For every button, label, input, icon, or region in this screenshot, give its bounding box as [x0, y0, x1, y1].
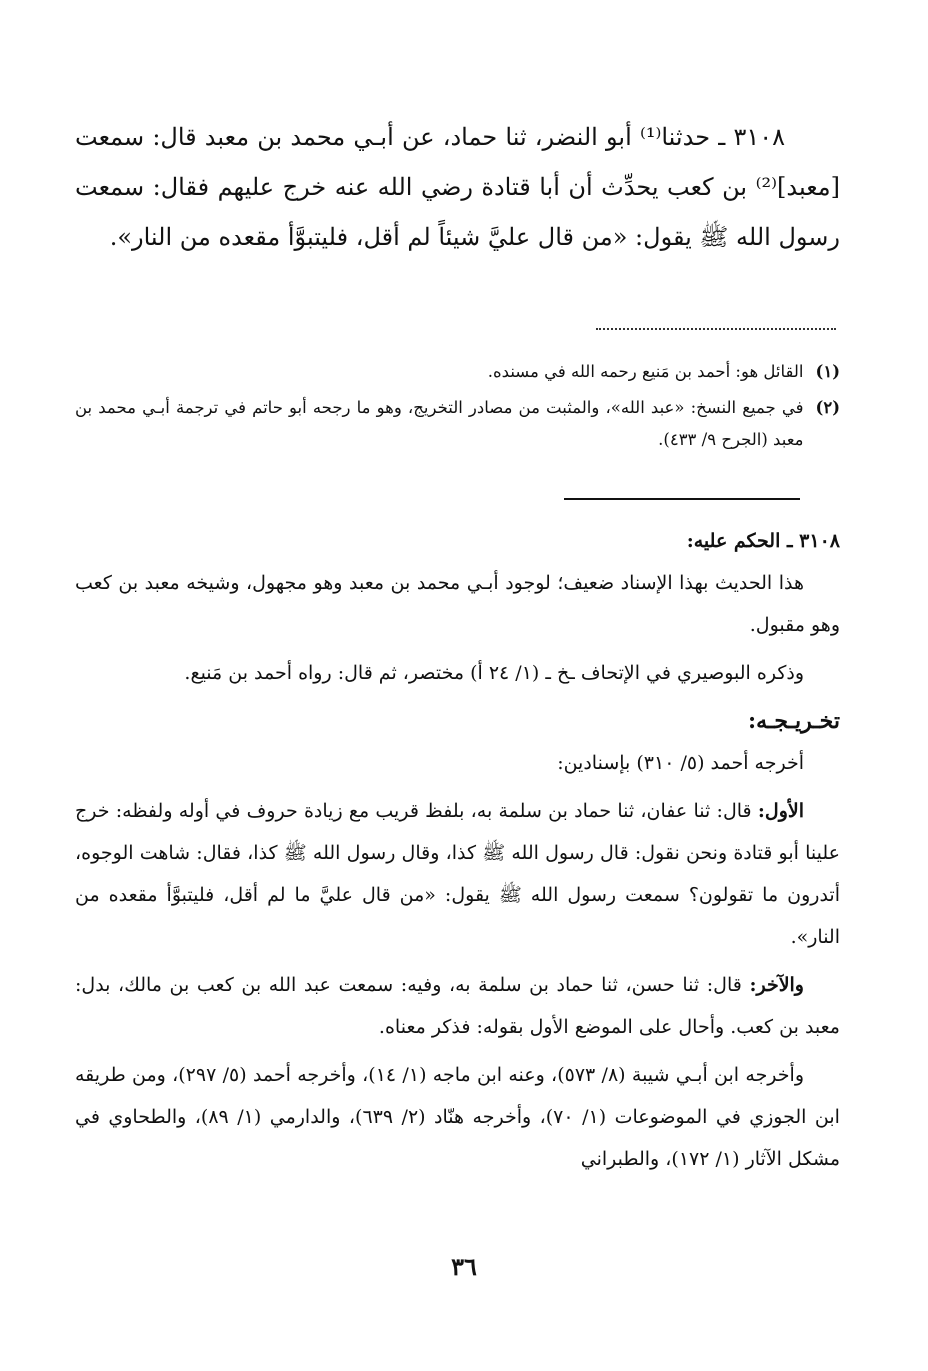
ruling-paragraph: وذكره البوصيري في الإتحاف ـخ ـ (١/ ٢٤ أ) مختصر، ثم قال: رواه أحمد بن مَنيع. — [184, 662, 804, 684]
takhrij-paragraph — [75, 790, 840, 958]
footnote-text: القائل هو: أحمد بن مَنيع رحمه الله في مسنده. — [487, 362, 804, 381]
paragraph-body: قال: ثنا عفان، ثنا حماد بن سلمة به، بلفظ قريب مع زيادة حروف في أوله ولفظه: خرج علينا أبو قتادة ونحن نقول: قال رسول الله ﷺ كذا، وقال رسول الله ﷺ كذا، فقال: شاهت الوجوه، أتدرون ما تقولون؟ سمعت رسول الله ﷺ يقول: «من قال عليَّ ما لم أقل، فليتبوَّأ مقعده من النار». — [75, 800, 840, 948]
footnote-1 — [75, 356, 840, 388]
footnote-2 — [75, 392, 840, 456]
footnotes — [75, 356, 840, 460]
takhrij-paragraph: أخرجه أحمد (٥/ ٣١٠) بإسنادين: — [557, 752, 804, 774]
section-divider — [564, 498, 800, 500]
paragraph-lead: والآخر: — [749, 974, 804, 996]
footnote-separator — [596, 328, 836, 340]
takhrij-paragraph: وأخرجه ابن أبـي شيبة (٨/ ٥٧٣)، وعنه ابن ماجه (١/ ١٤)، وأخرجه أحمد (٥/ ٢٩٧)، ومن طريقه ابن الجوزي في الموضوعات (١/ ٧٠)، وأخرجه هنّاد (٢/ ٦٣٩)، والدارمي (١/ ٨٩)، والطحاوي في مشكل الآثار (١/ ١٧٢)، والطبراني — [75, 1064, 840, 1170]
ruling-paragraph: هذا الحديث بهذا الإسناد ضعيف؛ لوجود أبـي محمد بن معبد وهو مجهول، وشيخه معبد بن كعب وهو مقبول. — [75, 572, 840, 636]
footnote-number: (١) — [815, 362, 840, 381]
ruling-section — [75, 520, 840, 1186]
paragraph-body: قال: ثنا حسن، ثنا حماد بن سلمة به، وفيه: سمعت عبد الله بن كعب بن مالك، بدل: معبد بن كعب. وأحال على الموضع الأول بقوله: فذكر معناه. — [75, 974, 840, 1038]
takhrij-paragraph — [75, 964, 840, 1048]
footnote-number: (٢) — [815, 398, 840, 417]
footnote-text: في جميع النسخ: «عبد الله»، والمثبت من مصادر التخريج، وهو ما رجحه أبو حاتم في ترجمة أبـي محمد بن معبد (الجرح ٩/ ٤٣٣). — [75, 398, 804, 449]
paragraph-lead: الأول: — [757, 800, 804, 822]
ruling-heading: ٣١٠٨ ـ الحكم عليه: — [686, 530, 840, 552]
takhrij-heading: تخـريـجـه: — [747, 708, 840, 734]
hadith-paragraph: ٣١٠٨ ـ حدثنا⁽¹⁾ أبو النضر، ثنا حماد، عن أبـي محمد بن معبد قال: سمعت [معبد]⁽²⁾ بن كعب يحدِّث أن أبا قتادة رضي الله عنه خرج عليهم فقال: سمعت رسول الله ﷺ يقول: «من قال عليَّ شيئاً لم أقل، فليتبوَّأ مقعده من النار». — [75, 123, 840, 251]
hadith-text — [75, 112, 840, 262]
page-number: ٣٦ — [451, 1252, 477, 1281]
